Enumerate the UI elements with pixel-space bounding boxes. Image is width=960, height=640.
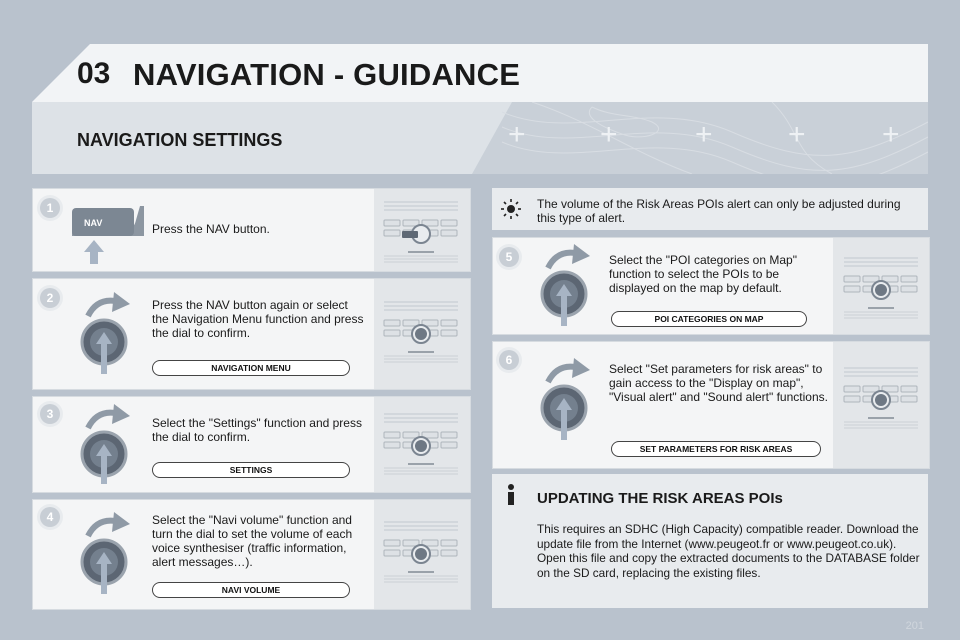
radio-unit-illustration <box>378 196 464 268</box>
plus-icon: + <box>600 118 618 151</box>
menu-label-badge: SETTINGS <box>152 462 350 478</box>
rotary-dial-icon <box>74 512 138 596</box>
radio-unit-illustration <box>378 296 464 368</box>
step-number: 4 <box>40 507 60 527</box>
step-number: 1 <box>40 198 60 218</box>
rotary-dial-icon <box>74 292 138 376</box>
radio-unit-illustration <box>838 362 924 434</box>
step-text: Press the NAV button again or select the Navigation Menu function and press the dial to confirm. <box>152 298 364 340</box>
step-text: Press the NAV button. <box>152 222 270 236</box>
menu-label-badge: POI CATEGORIES ON MAP <box>611 311 807 327</box>
menu-label-badge: NAVI VOLUME <box>152 582 350 598</box>
update-title: UPDATING THE RISK AREAS POIs <box>537 490 783 507</box>
update-paragraph: This requires an SDHC (High Capacity) compatible reader. Download the update file from the Internet (www.peugeot.fr or www.peugeot.co.uk). <box>537 522 919 551</box>
step-text: Select the "Navi volume" function and turn the dial to set the volume of each voice synthesiser (traffic information, alert messages…). <box>152 513 353 569</box>
step-text: Select the "Settings" function and press the dial to confirm. <box>152 416 362 444</box>
step-number: 6 <box>499 350 519 370</box>
radio-unit-illustration <box>378 516 464 588</box>
section-title: NAVIGATION SETTINGS <box>77 130 283 150</box>
info-icon <box>503 483 519 507</box>
nav-button-label: NAV <box>84 218 103 228</box>
step-text: Select "Set parameters for risk areas" to gain access to the "Display on map", "Visual alert" and "Sound alert" functions. <box>609 362 828 404</box>
plus-icon: + <box>508 118 526 151</box>
tip-text: The volume of the Risk Areas POIs alert can only be adjusted during this type of alert. <box>537 197 901 225</box>
chapter-number: 03 <box>77 57 111 90</box>
sun-icon <box>500 198 522 220</box>
nav-button-icon <box>70 200 150 268</box>
plus-icon: + <box>788 118 806 151</box>
rotary-dial-icon <box>74 404 138 488</box>
page-number: 201 <box>905 620 924 632</box>
step-number: 5 <box>499 247 519 267</box>
menu-label-badge: NAVIGATION MENU <box>152 360 350 376</box>
rotary-dial-icon <box>534 244 598 328</box>
menu-label-badge: SET PARAMETERS FOR RISK AREAS <box>611 441 821 457</box>
rotary-dial-icon <box>534 358 598 442</box>
step-number: 2 <box>40 288 60 308</box>
radio-unit-illustration <box>378 408 464 480</box>
radio-unit-illustration <box>838 252 924 324</box>
plus-icon: + <box>695 118 713 151</box>
update-text <box>537 522 922 580</box>
page-title: NAVIGATION - GUIDANCE <box>133 57 521 92</box>
step-number: 3 <box>40 404 60 424</box>
step-text: Select the "POI categories on Map" function to select the POIs to be displayed on the map by default. <box>609 253 797 295</box>
plus-icon: + <box>882 118 900 151</box>
update-paragraph: Open this file and copy the extracted documents to the DATABASE folder on the SD card, replacing the existing files. <box>537 551 920 580</box>
